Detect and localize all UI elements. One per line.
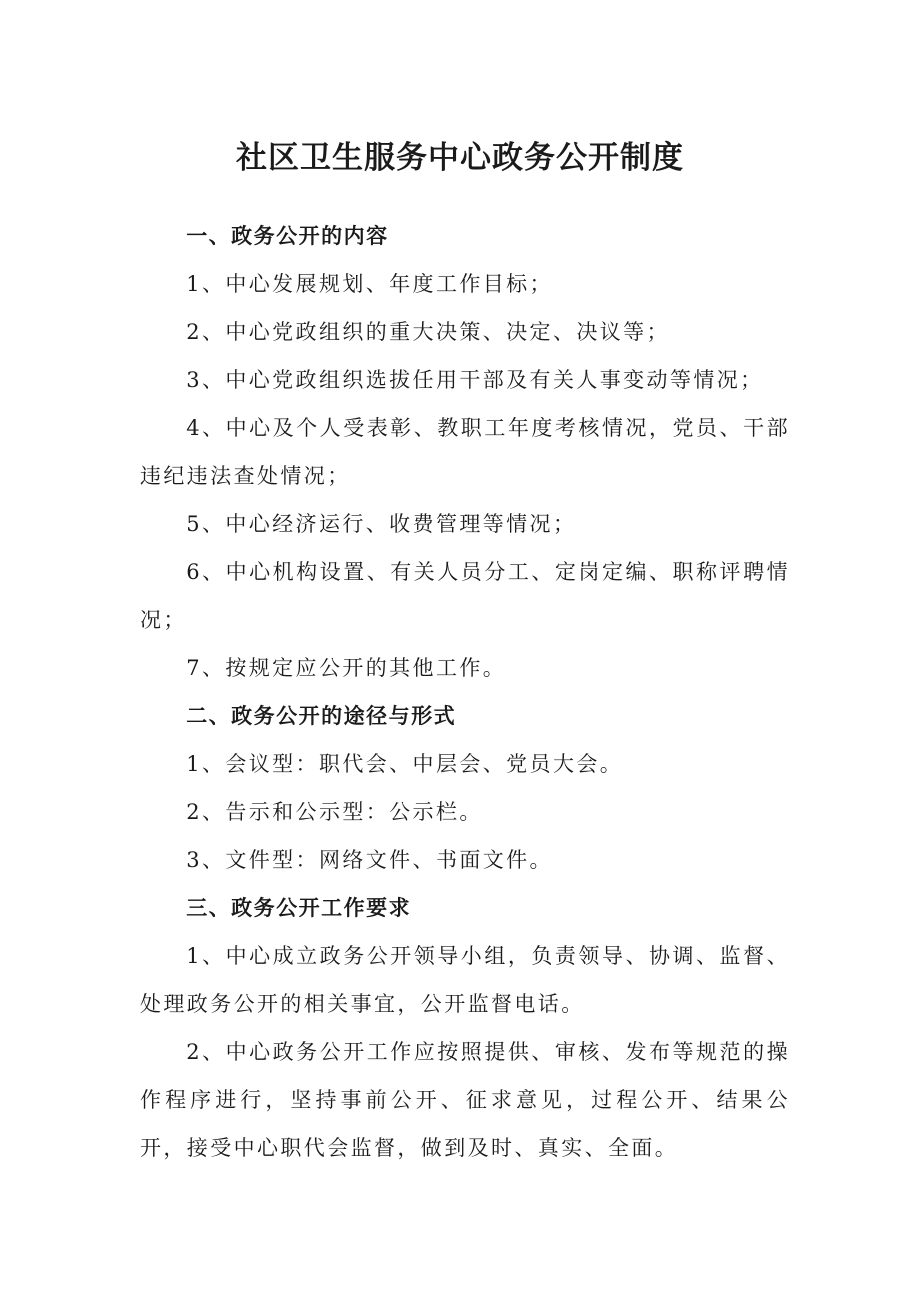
- list-item: 4、中心及个人受表彰、教职工年度考核情况，党员、干部违纪违法查处情况；: [140, 416, 790, 488]
- section-heading-requirements: 三、政务公开工作要求: [186, 896, 412, 920]
- document-title: 社区卫生服务中心政务公开制度: [236, 140, 684, 176]
- list-item: 3、中心党政组织选拔任用干部及有关人事变动等情况；: [186, 368, 764, 392]
- document-body: [140, 212, 790, 1172]
- list-item: 5、中心经济运行、收费管理等情况；: [186, 512, 577, 536]
- list-item: 6、中心机构设置、有关人员分工、定岗定编、职称评聘情况；: [140, 560, 790, 632]
- list-item: 2、中心政务公开工作应按照提供、审核、发布等规范的操作程序进行，坚持事前公开、征求意见，过程公开、结果公开，接受中心职代会监督，做到及时、真实、全面。: [140, 1040, 790, 1160]
- list-item: 7、按规定应公开的其他工作。: [186, 656, 507, 680]
- list-item: 2、告示和公示型：公示栏。: [186, 800, 483, 824]
- list-item: 3、文件型：网络文件、书面文件。: [186, 848, 553, 872]
- list-item: 1、中心成立政务公开领导小组，负责领导、协调、监督、处理政务公开的相关事宜，公开监督电话。: [140, 944, 790, 1016]
- list-item: 1、中心发展规划、年度工作目标；: [186, 272, 553, 296]
- section-heading-channels: 二、政务公开的途径与形式: [186, 704, 457, 728]
- list-item: 2、中心党政组织的重大决策、决定、决议等；: [186, 320, 670, 344]
- section-heading-content: 一、政务公开的内容: [186, 224, 389, 248]
- list-item: 1、会议型：职代会、中层会、党员大会。: [186, 752, 624, 776]
